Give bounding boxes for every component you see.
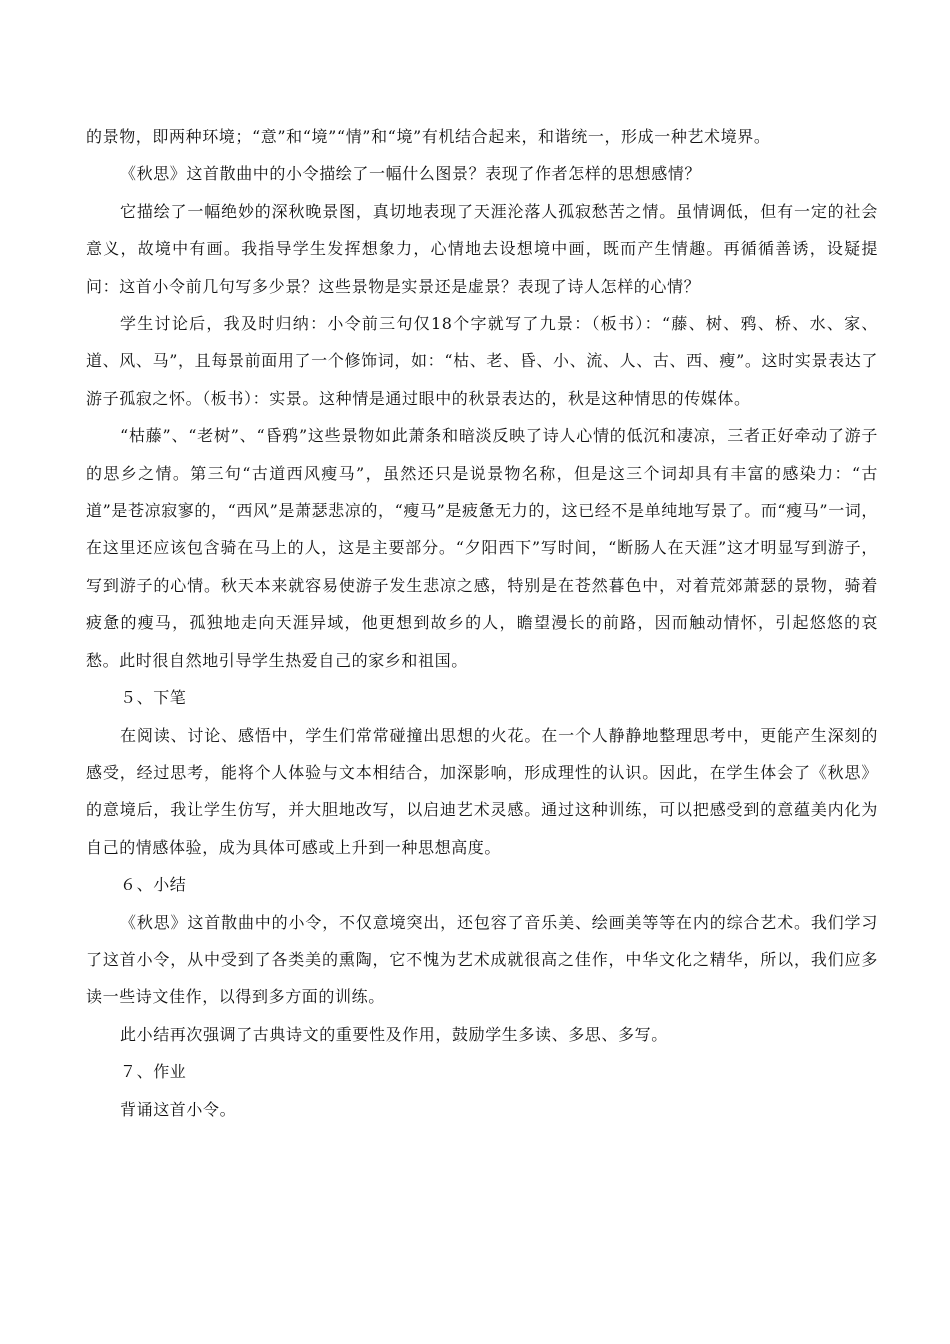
paragraph-question: 《秋思》这首散曲中的小令描绘了一幅什么图景？表现了作者怎样的思想感情？ bbox=[120, 164, 702, 184]
paragraph-summary: 《秋思》这首散曲中的小令，不仅意境突出，还包容了音乐美、绘画美等等在内的综合艺术。我们学习了这首小令，从中受到了各类美的熏陶，它不愧为艺术成就很高之佳作，中华文化之精华，所以，我们应多读一些诗文佳作，以得到多方面的训练。 bbox=[86, 912, 878, 1007]
paragraph-description: 它描绘了一幅绝妙的深秋晚景图，真切地表现了天涯沦落人孤寂愁苦之情。虽情调低，但有一定的社会意义，故境中有画。我指导学生发挥想象力，心情地去设想境中画，既而产生情趣。再循循善诱，设疑提问：这首小令前几句写多少景？这些景物是实景还是虚景？表现了诗人怎样的心情？ bbox=[86, 201, 878, 296]
paragraph-homework: 背诵这首小令。 bbox=[120, 1099, 237, 1119]
paragraph-environment: 的景物，即两种环境；“意”和“境”“情”和“境”有机结合起来，和谐统一，形成一种艺术境界。 bbox=[86, 127, 771, 146]
section-heading-writing: ５、下笔 bbox=[120, 688, 187, 708]
section-heading-homework: ７、作业 bbox=[120, 1062, 187, 1082]
section-heading-summary: ６、小结 bbox=[120, 875, 187, 895]
paragraph-summary-scenes: 学生讨论后，我及时归纳：小令前三句仅18个字就写了九景：（板书）：“藤、树、鸦、桥、水、家、道、风、马”，且每景前面用了一个修饰词，如：“枯、老、昏、小、流、人、古、西、瘦”。这时实景表达了游子孤寂之怀。（板书）：实景。这种情是通过眼中的秋景表达的，秋是这种情思的传媒体。 bbox=[86, 314, 878, 408]
paragraph-summary-note: 此小结再次强调了古典诗文的重要性及作用，鼓励学生多读、多思、多写。 bbox=[120, 1024, 668, 1044]
paragraph-analysis: “枯藤”、“老树”、“昏鸦”这些景物如此萧条和暗淡反映了诗人心情的低沉和凄凉，三者正好牵动了游子的思乡之情。第三句“古道西风瘦马”，虽然还只是说景物名称，但是这三个词却具有丰富的感染力：“古道”是苍凉寂寥的，“西风”是萧瑟悲凉的，“瘦马”是疲惫无力的，这已经不是单纯地写景了。而“瘦马”一词，在这里还应该包含骑在马上的人，这是主要部分。“夕阳西下”写时间，“断肠人在天涯”这才明显写到游子，写到游子的心情。秋天本来就容易使游子发生悲凉之感，特别是在苍然暮色中，对着荒郊萧瑟的景物，骑着疲惫的瘦马，孤独地走向天涯异域，他更想到故乡的人，瞻望漫长的前路，因而触动情怀，引起悠悠的哀愁。此时很自然地引导学生热爱自己的家乡和祖国。 bbox=[86, 426, 878, 670]
paragraph-writing: 在阅读、讨论、感悟中，学生们常常碰撞出思想的火花。在一个人静静地整理思考中，更能产生深刻的感受，经过思考，能将个人体验与文本相结合，加深影响，形成理性的认识。因此，在学生体会了《秋思》的意境后，我让学生仿写，并大胆地改写，以启迪艺术灵感。通过这种训练，可以把感受到的意蕴美内化为自己的情感体验，成为具体可感或上升到一种思想高度。 bbox=[86, 725, 878, 857]
document-body bbox=[86, 118, 878, 1128]
